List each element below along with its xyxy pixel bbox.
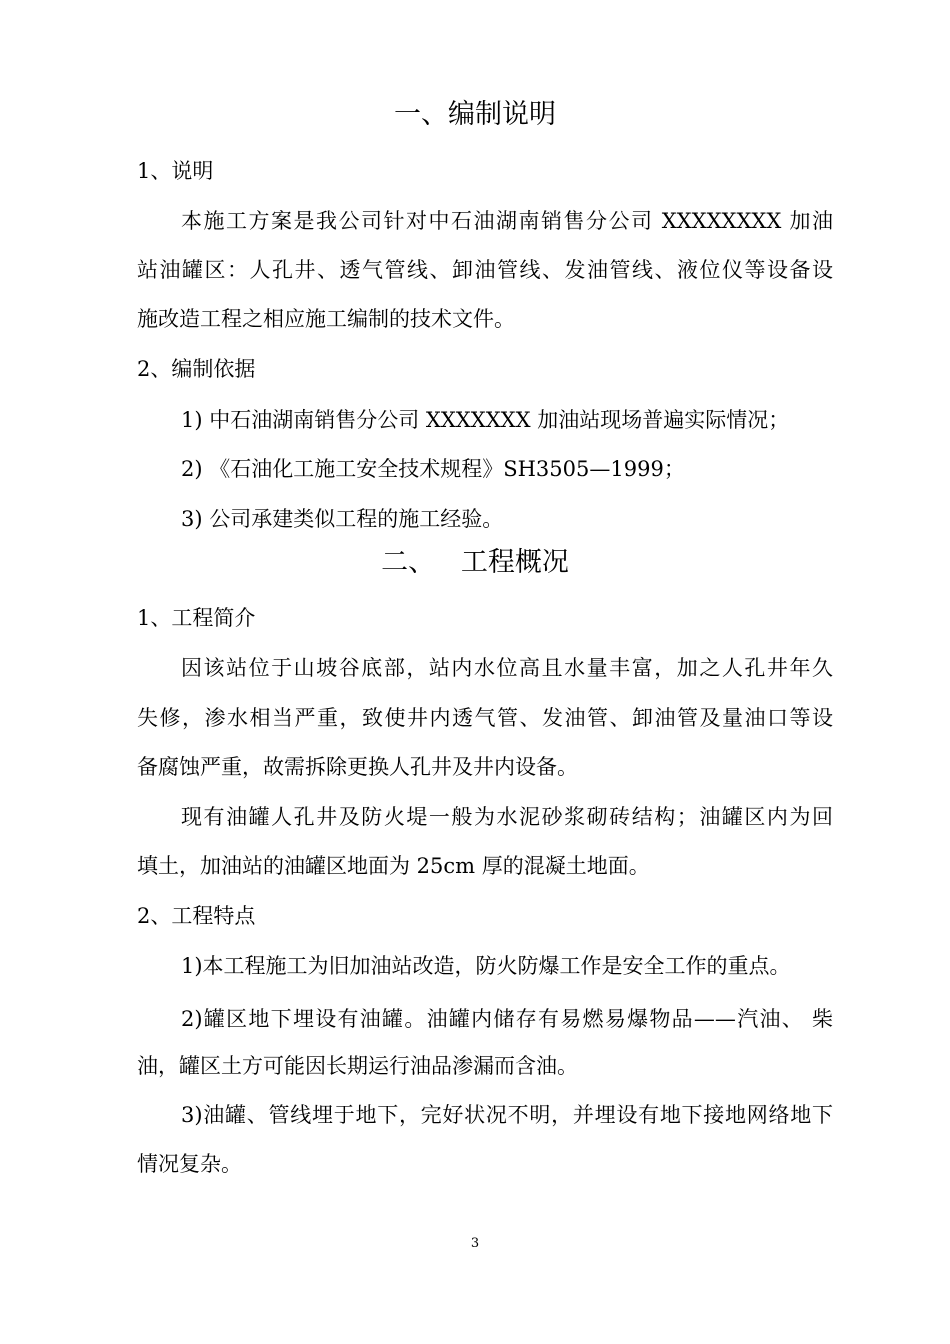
paragraph-line: 2)罐区地下埋设有油罐。油罐内储存有易燃易爆物品——汽油、 柴 <box>181 1007 833 1031</box>
paragraph-line: 因该站位于山坡谷底部，站内水位高且水量丰富，加之人孔井年久 <box>181 656 833 680</box>
list-item: 2) 《石油化工施工安全技术规程》SH3505—1999； <box>181 457 685 481</box>
paragraph-line: 3)油罐、管线埋于地下，完好状况不明，并埋设有地下接地网络地下 <box>181 1103 833 1127</box>
subheading-basis: 2、编制依据 <box>137 357 256 381</box>
paragraph-line: 失修，渗水相当严重，致使井内透气管、发油管、卸油管及量油口等设 <box>137 706 833 730</box>
paragraph-line: 1)本工程施工为旧加油站改造，防火防爆工作是安全工作的重点。 <box>181 954 791 978</box>
subheading-features: 2、工程特点 <box>137 904 256 928</box>
paragraph-line: 填土，加油站的油罐区地面为 25cm 厚的混凝土地面。 <box>137 854 650 878</box>
paragraph-line: 站油罐区：人孔井、透气管线、卸油管线、发油管线、液位仪等设备设 <box>137 258 833 282</box>
paragraph-line: 油，罐区土方可能因长期运行油品渗漏而含油。 <box>137 1054 578 1078</box>
list-item: 1) 中石油湖南销售分公司 XXXXXXX 加油站现场普遍实际情况； <box>181 408 790 432</box>
paragraph-line: 现有油罐人孔井及防火堤一般为水泥砂浆砌砖结构；油罐区内为回 <box>181 805 833 829</box>
paragraph-line: 施改造工程之相应施工编制的技术文件。 <box>137 307 515 331</box>
subheading-explanation: 1、说明 <box>137 159 214 183</box>
list-item: 3) 公司承建类似工程的施工经验。 <box>181 507 504 531</box>
paragraph-line: 备腐蚀严重，故需拆除更换人孔井及井内设备。 <box>137 755 578 779</box>
subheading-overview: 1、工程简介 <box>137 606 256 630</box>
paragraph-line: 情况复杂。 <box>137 1152 242 1176</box>
page-number: 3 <box>470 1236 480 1251</box>
paragraph-line: 本施工方案是我公司针对中石油湖南销售分公司 XXXXXXXX 加油 <box>181 209 833 233</box>
section-title-2: 二、 工程概况 <box>381 547 569 578</box>
section-title-1: 一、编制说明 <box>394 99 556 130</box>
